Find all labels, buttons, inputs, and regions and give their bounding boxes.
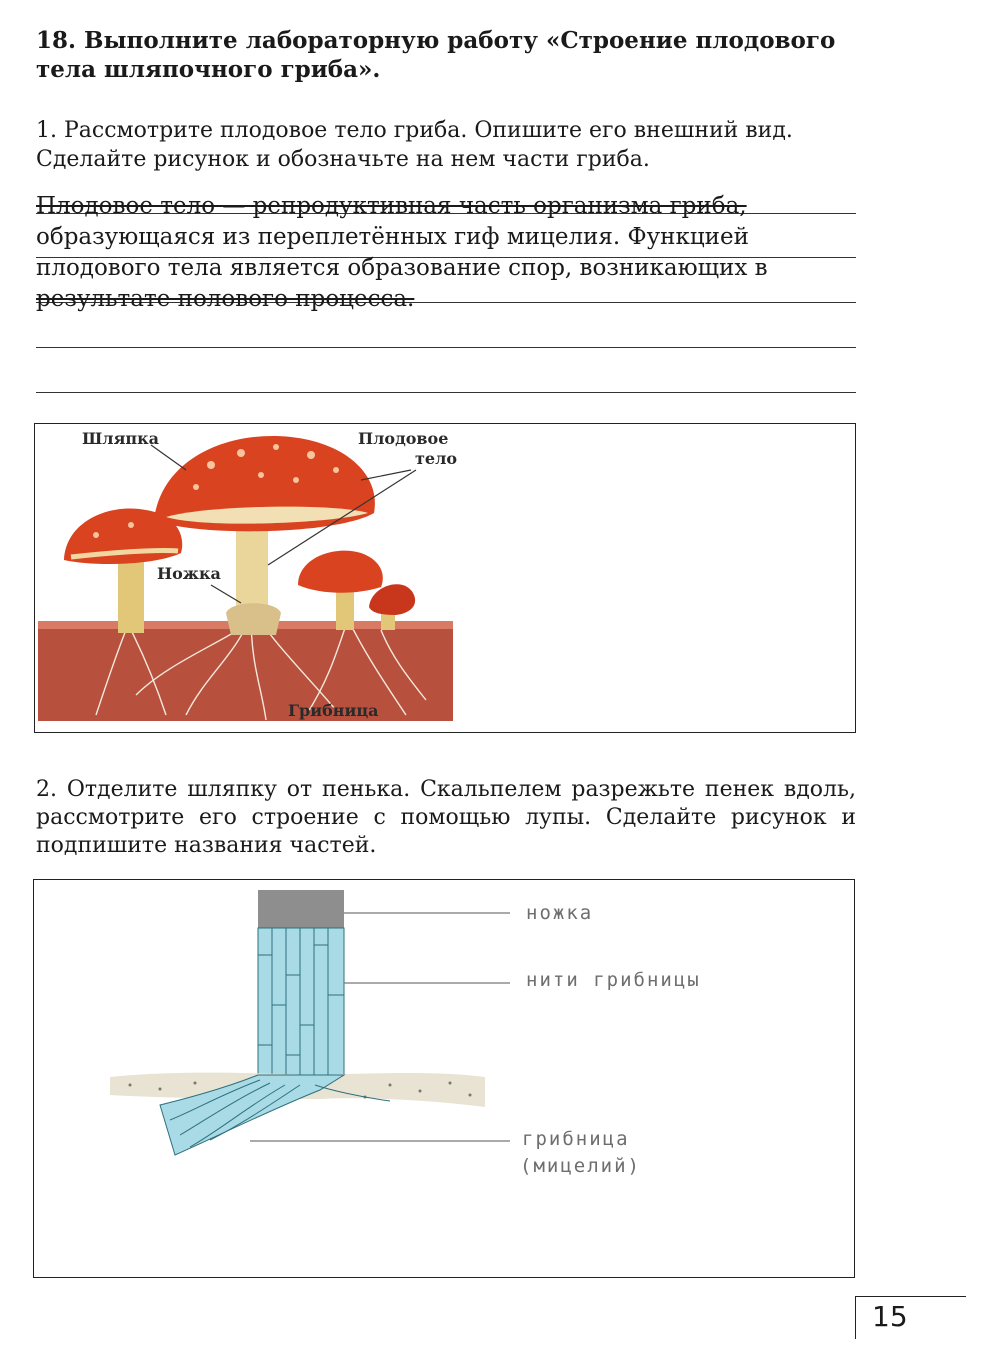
answer-rule xyxy=(36,392,856,393)
label-mycelium-2: грибница xyxy=(522,1128,630,1150)
answer-text-line: плодового тела является образование спор, возникающих в xyxy=(36,255,768,281)
label-stem: Ножка xyxy=(157,564,221,583)
label-mycelium-3: (мицелий) xyxy=(520,1155,641,1177)
answer-text-line: результате полового процесса. xyxy=(36,286,415,312)
soil-layer xyxy=(38,621,453,721)
label-hyphae: нити грибницы xyxy=(526,969,701,991)
step2-instruction: 2. Отделите шляпку от пенька. Скальпелем разрежьте пенек вдоль, рассмотрите его строение с помощью лупы. Сделайте рисунок и подпишите названия частей. xyxy=(36,777,856,858)
task-title: 18. Выполните лабораторную работу «Строение плодового тела шляпочного гриба». xyxy=(36,27,836,83)
answer-text-line: образующаяся из переплетённых гиф мицелия. Функцией xyxy=(36,224,749,250)
label-fruit-body: Плодовое xyxy=(358,429,449,448)
label-stem-2: ножка xyxy=(526,902,594,924)
page-number: 15 xyxy=(872,1300,908,1333)
answer-text-line: Плодовое тело — репродуктивная часть организма гриба, xyxy=(36,193,747,219)
stem-section-illustration xyxy=(100,885,520,1175)
answer-rule xyxy=(36,347,856,348)
label-fruit-body-2: тело xyxy=(415,449,458,468)
step1-instruction: 1. Рассмотрите плодовое тело гриба. Опишите его внешний вид. Сделайте рисунок и обозначьте на нем части гриба. xyxy=(36,118,793,172)
label-cap: Шляпка xyxy=(82,429,160,448)
label-mycelium: Грибница xyxy=(288,701,379,720)
mushroom-illustration xyxy=(36,425,466,725)
